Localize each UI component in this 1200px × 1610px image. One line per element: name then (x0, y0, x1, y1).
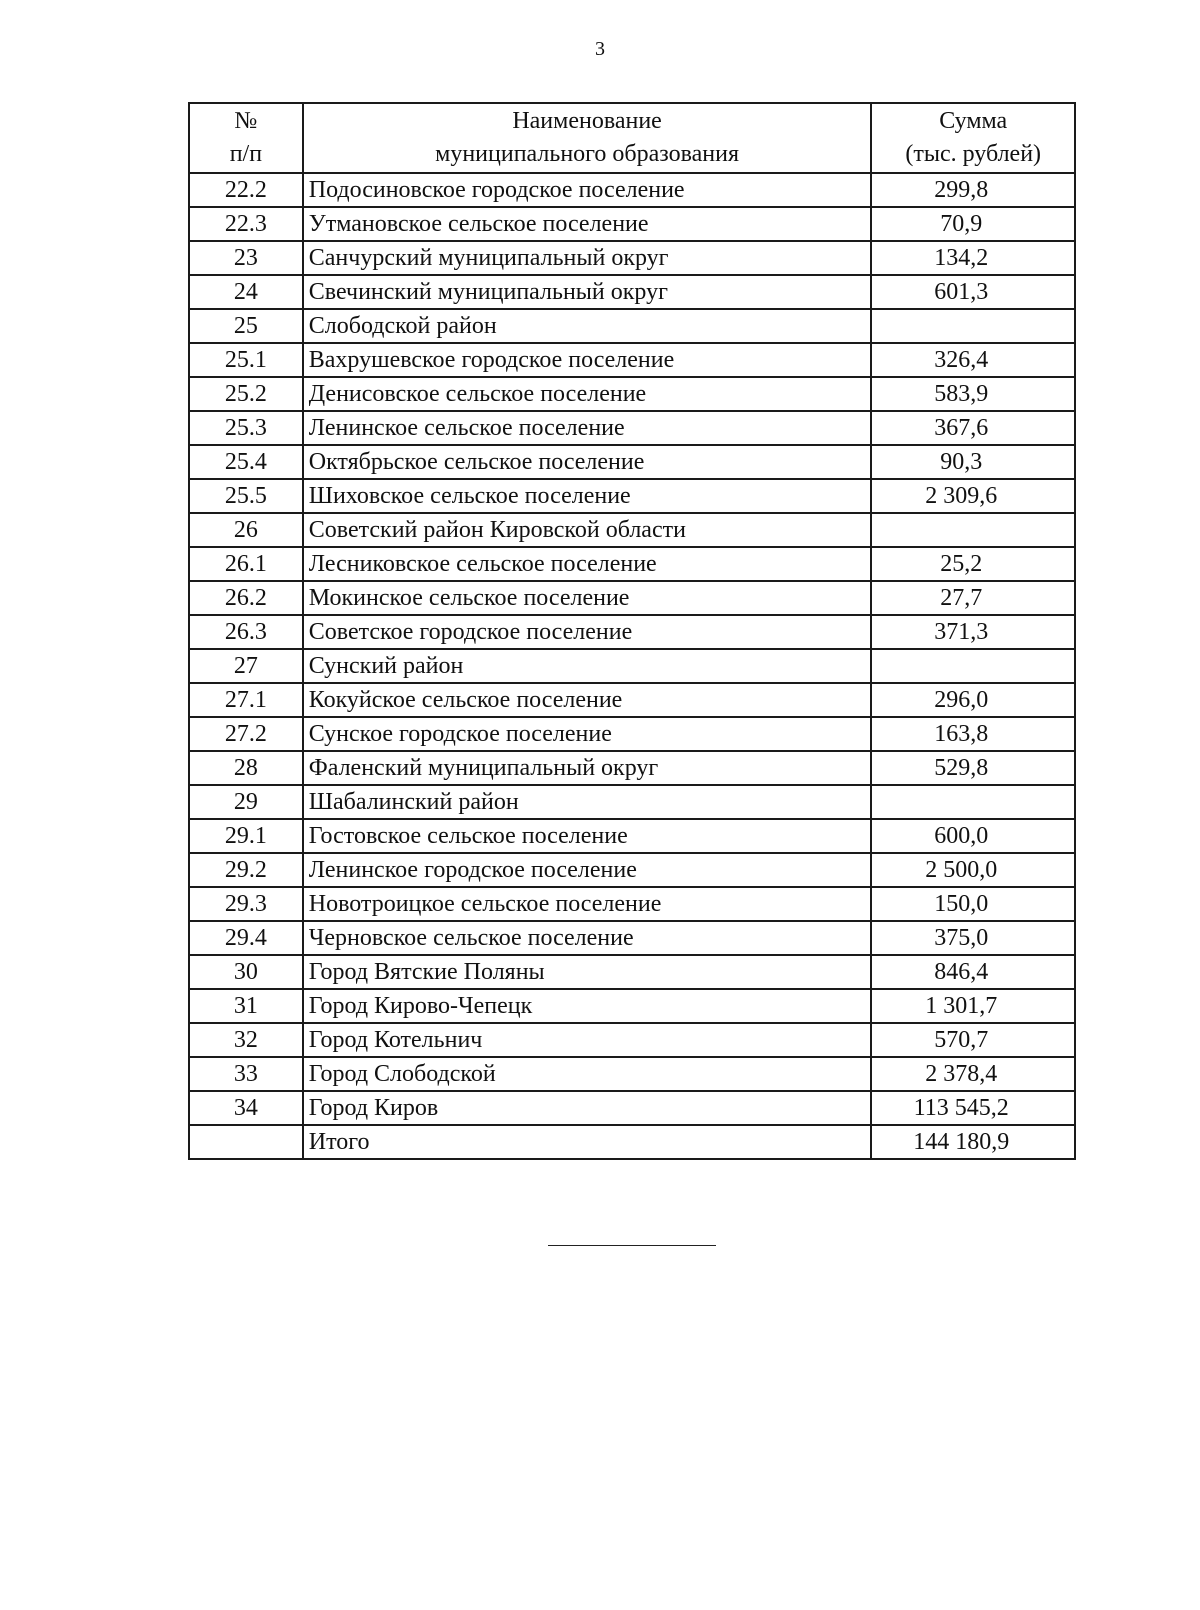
table-row (189, 581, 1075, 615)
amount-cell: 25,2 (871, 547, 1075, 581)
row-number-cell: 25 (189, 309, 303, 343)
row-number-cell: 24 (189, 275, 303, 309)
municipality-name-cell: Шабалинский район (303, 785, 872, 819)
row-number-cell: 29.1 (189, 819, 303, 853)
header-num-line-2: п/п (229, 141, 263, 167)
amount-cell: 163,8 (871, 717, 1075, 751)
municipality-name-cell: Свечинский муниципальный округ (303, 275, 872, 309)
row-number-cell: 25.3 (189, 411, 303, 445)
municipality-name-cell: Утмановское сельское поселение (303, 207, 872, 241)
row-number-cell: 25.2 (189, 377, 303, 411)
table-row (189, 207, 1075, 241)
row-number-cell: 29 (189, 785, 303, 819)
header-num (189, 103, 303, 173)
table-row (189, 989, 1075, 1023)
municipality-name-cell: Ленинское городское поселение (303, 853, 872, 887)
municipality-name-cell: Город Киров (303, 1091, 872, 1125)
amount-cell: 27,7 (871, 581, 1075, 615)
row-number-cell: 30 (189, 955, 303, 989)
table-row (189, 377, 1075, 411)
municipal-sums-table (188, 102, 1076, 1160)
row-number-cell: 23 (189, 241, 303, 275)
municipality-name-cell: Город Вятские Поляны (303, 955, 872, 989)
municipality-name-cell: Гостовское сельское поселение (303, 819, 872, 853)
amount-cell: 371,3 (871, 615, 1075, 649)
municipality-name-cell: Ленинское сельское поселение (303, 411, 872, 445)
amount-cell: 2 309,6 (871, 479, 1075, 513)
row-number-cell: 27.1 (189, 683, 303, 717)
row-number-cell: 26.3 (189, 615, 303, 649)
table-row (189, 173, 1075, 207)
amount-cell: 70,9 (871, 207, 1075, 241)
amount-cell: 583,9 (871, 377, 1075, 411)
municipality-name-cell: Сунское городское поселение (303, 717, 872, 751)
amount-cell: 1 301,7 (871, 989, 1075, 1023)
table-row (189, 649, 1075, 683)
row-number-cell: 29.2 (189, 853, 303, 887)
table-row (189, 445, 1075, 479)
table-row (189, 819, 1075, 853)
municipality-name-cell: Мокинское сельское поселение (303, 581, 872, 615)
row-number-cell: 28 (189, 751, 303, 785)
amount-cell: 326,4 (871, 343, 1075, 377)
municipality-name-cell: Слободской район (303, 309, 872, 343)
table-row (189, 853, 1075, 887)
amount-cell: 367,6 (871, 411, 1075, 445)
table-row (189, 547, 1075, 581)
end-divider-line (548, 1245, 716, 1246)
table-row (189, 479, 1075, 513)
amount-cell: 846,4 (871, 955, 1075, 989)
amount-cell: 2 378,4 (871, 1057, 1075, 1091)
table-row (189, 955, 1075, 989)
municipality-name-cell: Денисовское сельское поселение (303, 377, 872, 411)
table-body (189, 173, 1075, 1159)
amount-cell (871, 649, 1075, 683)
municipality-name-cell: Фаленский муниципальный округ (303, 751, 872, 785)
row-number-cell: 22.3 (189, 207, 303, 241)
header-sum (871, 103, 1075, 173)
table-header (189, 103, 1075, 173)
municipality-name-cell: Шиховское сельское поселение (303, 479, 872, 513)
amount-cell: 601,3 (871, 275, 1075, 309)
amount-cell: 2 500,0 (871, 853, 1075, 887)
row-number-cell: 27 (189, 649, 303, 683)
amount-cell: 90,3 (871, 445, 1075, 479)
amount-cell (871, 309, 1075, 343)
row-number-cell: 34 (189, 1091, 303, 1125)
municipality-name-cell: Город Кирово-Чепецк (303, 989, 872, 1023)
municipality-name-cell: Итого (303, 1125, 872, 1159)
row-number-cell: 26.2 (189, 581, 303, 615)
table-row (189, 1091, 1075, 1125)
municipality-name-cell: Черновское сельское поселение (303, 921, 872, 955)
row-number-cell: 29.4 (189, 921, 303, 955)
row-number-cell: 25.5 (189, 479, 303, 513)
header-name (303, 103, 872, 173)
amount-cell: 144 180,9 (871, 1125, 1075, 1159)
municipality-name-cell: Новотроицкое сельское поселение (303, 887, 872, 921)
row-number-cell: 31 (189, 989, 303, 1023)
table-row (189, 241, 1075, 275)
amount-cell: 134,2 (871, 241, 1075, 275)
municipality-name-cell: Город Котельнич (303, 1023, 872, 1057)
table-row (189, 411, 1075, 445)
municipality-name-cell: Советское городское поселение (303, 615, 872, 649)
municipality-name-cell: Советский район Кировской области (303, 513, 872, 547)
amount-cell: 113 545,2 (871, 1091, 1075, 1125)
row-number-cell: 27.2 (189, 717, 303, 751)
table-row (189, 887, 1075, 921)
amount-cell: 150,0 (871, 887, 1075, 921)
header-row (189, 103, 1075, 173)
row-number-cell: 26.1 (189, 547, 303, 581)
table-row (189, 309, 1075, 343)
table-row (189, 785, 1075, 819)
header-sum-line-2: (тыс. рублей) (905, 141, 1042, 167)
table-row (189, 343, 1075, 377)
header-name-line-2: муниципального образования (435, 141, 740, 167)
table-row (189, 921, 1075, 955)
row-number-cell: 29.3 (189, 887, 303, 921)
table-row (189, 683, 1075, 717)
municipality-name-cell: Вахрушевское городское поселение (303, 343, 872, 377)
row-number-cell: 33 (189, 1057, 303, 1091)
municipality-name-cell: Кокуйское сельское поселение (303, 683, 872, 717)
amount-cell: 296,0 (871, 683, 1075, 717)
municipality-name-cell: Город Слободской (303, 1057, 872, 1091)
amount-cell (871, 513, 1075, 547)
row-number-cell: 26 (189, 513, 303, 547)
amount-cell: 529,8 (871, 751, 1075, 785)
page-number: 3 (595, 38, 605, 60)
table-row (189, 615, 1075, 649)
amount-cell: 600,0 (871, 819, 1075, 853)
municipality-name-cell: Октябрьское сельское поселение (303, 445, 872, 479)
municipality-name-cell: Санчурский муниципальный округ (303, 241, 872, 275)
amount-cell: 375,0 (871, 921, 1075, 955)
amount-cell: 299,8 (871, 173, 1075, 207)
municipality-name-cell: Подосиновское городское поселение (303, 173, 872, 207)
table-row (189, 513, 1075, 547)
table-row (189, 275, 1075, 309)
header-num-line-1: № (234, 108, 258, 134)
header-sum-line-1: Сумма (939, 108, 1008, 134)
row-number-cell: 25.4 (189, 445, 303, 479)
table-row (189, 1023, 1075, 1057)
table-row (189, 1125, 1075, 1159)
row-number-cell: 22.2 (189, 173, 303, 207)
municipality-name-cell: Лесниковское сельское поселение (303, 547, 872, 581)
row-number-cell (189, 1125, 303, 1159)
amount-cell: 570,7 (871, 1023, 1075, 1057)
row-number-cell: 32 (189, 1023, 303, 1057)
table-row (189, 717, 1075, 751)
amount-cell (871, 785, 1075, 819)
table-row (189, 1057, 1075, 1091)
table-row (189, 751, 1075, 785)
municipality-name-cell: Сунский район (303, 649, 872, 683)
header-name-line-1: Наименование (512, 108, 662, 134)
row-number-cell: 25.1 (189, 343, 303, 377)
